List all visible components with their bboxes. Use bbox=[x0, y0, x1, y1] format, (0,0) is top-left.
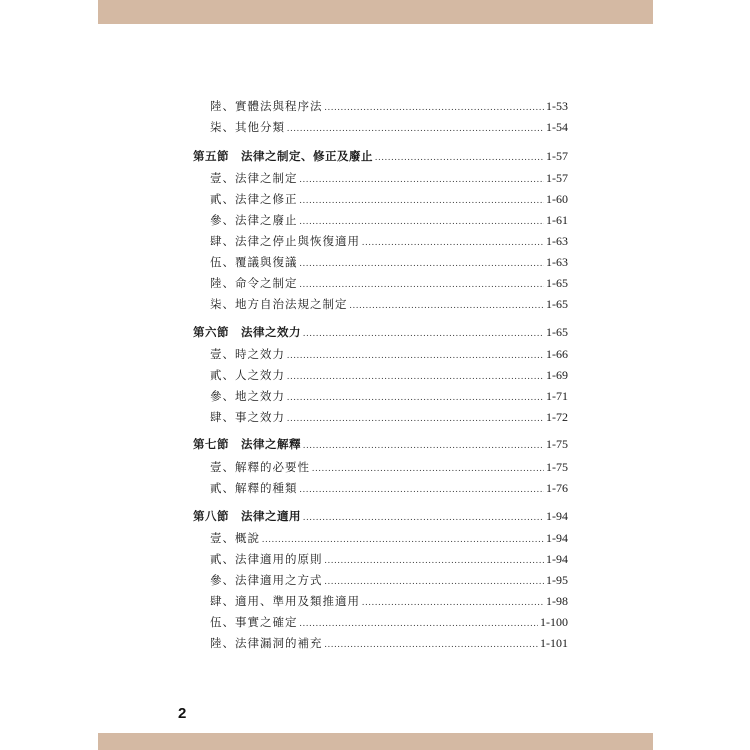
toc-section-heading[interactable] bbox=[193, 323, 568, 341]
toc-entry-label: 壹、時之效力 bbox=[210, 347, 285, 361]
toc-entry-page: 1-65 bbox=[546, 297, 568, 311]
toc-entry[interactable] bbox=[210, 592, 568, 610]
dot-leader bbox=[287, 366, 544, 385]
toc-section-page: 1-57 bbox=[546, 149, 568, 163]
dot-leader bbox=[325, 550, 545, 569]
toc-entry-page: 1-95 bbox=[546, 573, 568, 587]
page-number: 2 bbox=[178, 705, 187, 722]
toc-entry-label: 伍、事實之確定 bbox=[210, 615, 298, 629]
toc-entry-page: 1-63 bbox=[546, 255, 568, 269]
toc-entry-label: 陸、法律漏洞的補充 bbox=[210, 636, 323, 650]
toc-entry[interactable] bbox=[210, 295, 568, 313]
dot-leader bbox=[303, 435, 544, 454]
dot-leader bbox=[300, 479, 545, 498]
toc-section-label: 第五節 法律之制定、修正及廢止 bbox=[193, 149, 373, 163]
toc-entry-page: 1-61 bbox=[546, 213, 568, 227]
toc-entry-page: 1-60 bbox=[546, 192, 568, 206]
dot-leader bbox=[325, 97, 545, 116]
dot-leader bbox=[362, 232, 544, 251]
toc-entry-label: 參、地之效力 bbox=[210, 389, 285, 403]
dot-leader bbox=[300, 190, 545, 209]
toc-entry-page: 1-75 bbox=[546, 460, 568, 474]
toc-entry-page: 1-98 bbox=[546, 594, 568, 608]
toc-entry[interactable] bbox=[210, 366, 568, 384]
toc-entry-label: 貳、人之效力 bbox=[210, 368, 285, 382]
dot-leader bbox=[325, 571, 545, 590]
toc-entry-page: 1-71 bbox=[546, 389, 568, 403]
toc-entry-page: 1-76 bbox=[546, 481, 568, 495]
toc-entry[interactable] bbox=[210, 211, 568, 229]
toc-entry-page: 1-66 bbox=[546, 347, 568, 361]
toc-entry-label: 貳、法律之修正 bbox=[210, 192, 298, 206]
dot-leader bbox=[350, 295, 545, 314]
dot-leader bbox=[303, 507, 544, 526]
dot-leader bbox=[325, 634, 539, 653]
toc-entry[interactable] bbox=[210, 634, 568, 652]
toc-entry-label: 肆、法律之停止與恢復適用 bbox=[210, 234, 360, 248]
toc-entry-label: 參、法律適用之方式 bbox=[210, 573, 323, 587]
dot-leader bbox=[287, 345, 544, 364]
toc-entry-page: 1-72 bbox=[546, 410, 568, 424]
toc-entry-page: 1-94 bbox=[546, 531, 568, 545]
toc-entry-label: 肆、適用、準用及類推適用 bbox=[210, 594, 360, 608]
toc-entry-page: 1-53 bbox=[546, 99, 568, 113]
dot-leader bbox=[300, 613, 539, 632]
toc-section-heading[interactable] bbox=[193, 435, 568, 453]
toc-section-label: 第七節 法律之解釋 bbox=[193, 437, 301, 451]
toc-entry[interactable] bbox=[210, 550, 568, 568]
dot-leader bbox=[300, 253, 545, 272]
dot-leader bbox=[312, 458, 544, 477]
toc-entry-label: 伍、覆議與復議 bbox=[210, 255, 298, 269]
toc-section-page: 1-94 bbox=[546, 509, 568, 523]
toc-entry-label: 壹、概說 bbox=[210, 531, 260, 545]
footer-band bbox=[98, 733, 653, 750]
toc-entry-page: 1-57 bbox=[546, 171, 568, 185]
toc-entry[interactable] bbox=[210, 408, 568, 426]
toc-entry[interactable] bbox=[210, 274, 568, 292]
toc-entry[interactable] bbox=[210, 97, 568, 115]
toc-entry-page: 1-65 bbox=[546, 276, 568, 290]
toc-entry-page: 1-63 bbox=[546, 234, 568, 248]
dot-leader bbox=[287, 408, 544, 427]
toc-entry-label: 壹、法律之制定 bbox=[210, 171, 298, 185]
toc-section-page: 1-65 bbox=[546, 325, 568, 339]
toc-entry-page: 1-54 bbox=[546, 120, 568, 134]
dot-leader bbox=[287, 118, 544, 137]
dot-leader bbox=[300, 169, 545, 188]
dot-leader bbox=[287, 387, 544, 406]
toc-entry-label: 陸、實體法與程序法 bbox=[210, 99, 323, 113]
dot-leader bbox=[362, 592, 544, 611]
toc-entry-page: 1-101 bbox=[540, 636, 568, 650]
toc-entry[interactable] bbox=[210, 169, 568, 187]
toc-entry-label: 柒、地方自治法規之制定 bbox=[210, 297, 348, 311]
toc-entry-label: 肆、事之效力 bbox=[210, 410, 285, 424]
toc-entry[interactable] bbox=[210, 458, 568, 476]
toc-entry-label: 柒、其他分類 bbox=[210, 120, 285, 134]
toc-section-heading[interactable] bbox=[193, 507, 568, 525]
toc-entry[interactable] bbox=[210, 571, 568, 589]
toc-entry[interactable] bbox=[210, 345, 568, 363]
toc-entry[interactable] bbox=[210, 387, 568, 405]
toc-section-heading[interactable] bbox=[193, 147, 568, 165]
dot-leader bbox=[375, 147, 544, 166]
dot-leader bbox=[262, 529, 544, 548]
toc-entry[interactable] bbox=[210, 118, 568, 136]
dot-leader bbox=[300, 274, 545, 293]
toc-entry[interactable] bbox=[210, 479, 568, 497]
toc-section-label: 第八節 法律之適用 bbox=[193, 509, 301, 523]
toc-entry-page: 1-69 bbox=[546, 368, 568, 382]
toc-entry-label: 陸、命令之制定 bbox=[210, 276, 298, 290]
toc-section-label: 第六節 法律之效力 bbox=[193, 325, 301, 339]
toc-entry[interactable] bbox=[210, 253, 568, 271]
toc-entry-label: 壹、解釋的必要性 bbox=[210, 460, 310, 474]
toc-entry[interactable] bbox=[210, 529, 568, 547]
toc-entry-label: 參、法律之廢止 bbox=[210, 213, 298, 227]
dot-leader bbox=[300, 211, 545, 230]
dot-leader bbox=[303, 323, 544, 342]
toc-entry[interactable] bbox=[210, 232, 568, 250]
toc-entry-page: 1-94 bbox=[546, 552, 568, 566]
toc-section-page: 1-75 bbox=[546, 437, 568, 451]
toc-entry-page: 1-100 bbox=[540, 615, 568, 629]
toc-entry-label: 貳、解釋的種類 bbox=[210, 481, 298, 495]
toc-entry-label: 貳、法律適用的原則 bbox=[210, 552, 323, 566]
toc-entry[interactable] bbox=[210, 613, 568, 631]
toc-entry[interactable] bbox=[210, 190, 568, 208]
